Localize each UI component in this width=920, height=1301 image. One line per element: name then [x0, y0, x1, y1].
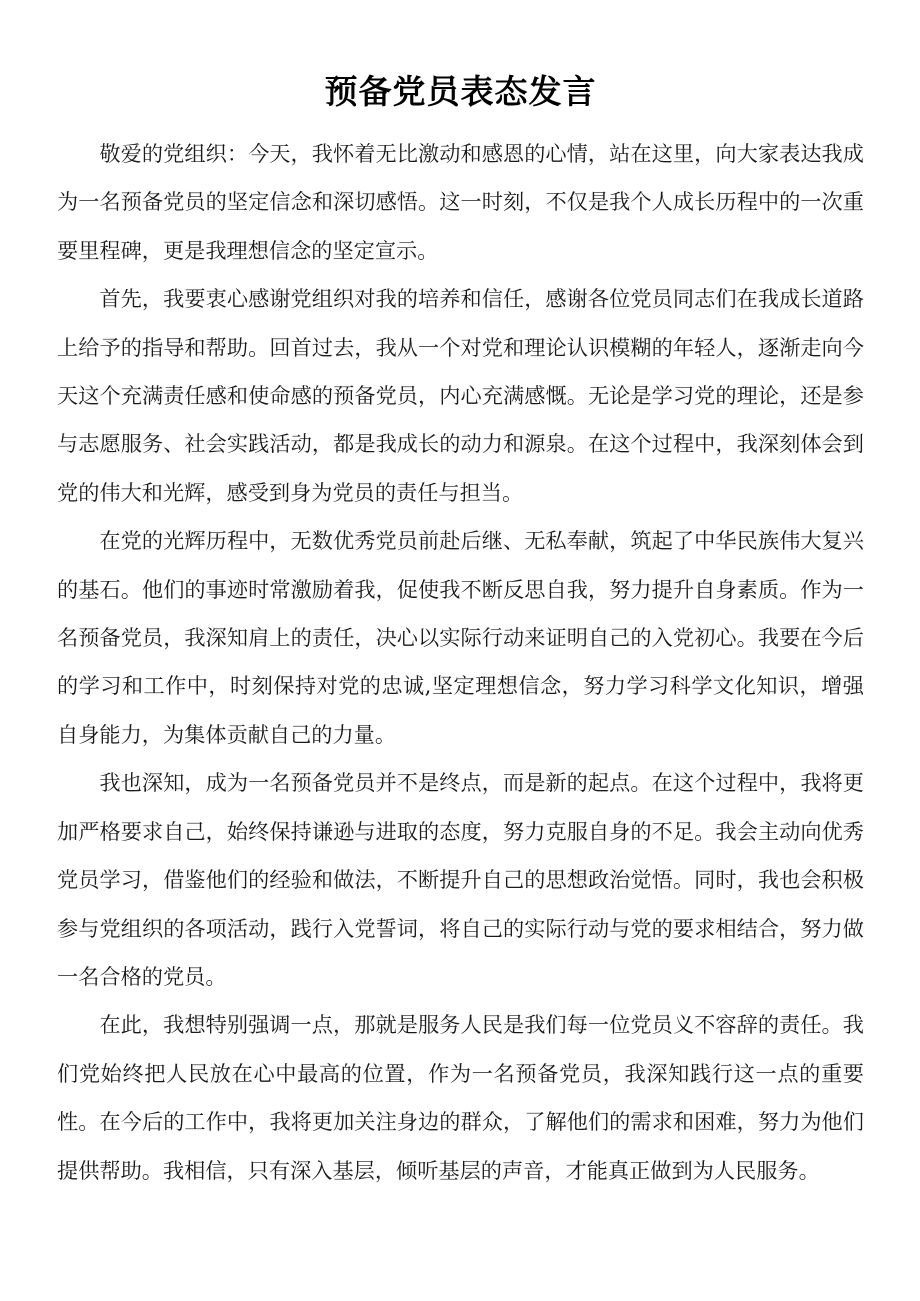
paragraph-3: 在党的光辉历程中，无数优秀党员前赴后继、无私奉献，筑起了中华民族伟大复兴的基石。他们的事迹时常激励着我，促使我不断反思自我，努力提升自身素质。作为一名预备党员，我深知肩上的责任，决心以实际行动来证明自己的入党初心。我要在今后的学习和工作中，时刻保持对党的忠诚,坚定理想信念，努力学习科学文化知识，增强自身能力，为集体贡献自己的力量。 [57, 528, 864, 747]
paragraph-4: 我也深知，成为一名预备党员并不是终点，而是新的起点。在这个过程中，我将更加严格要求自己，始终保持谦逊与进取的态度，努力克服自身的不足。我会主动向优秀党员学习，借鉴他们的经验和做法，不断提升自己的思想政治觉悟。同时，我也会积极参与党组织的各项活动，践行入党誓词，将自己的实际行动与党的要求相结合，努力做一名合格的党员。 [57, 770, 864, 989]
paragraph-2: 首先，我要衷心感谢党组织对我的培养和信任，感谢各位党员同志们在我成长道路上给予的指导和帮助。回首过去，我从一个对党和理论认识模糊的年轻人，逐渐走向今天这个充满责任感和使命感的预备党员，内心充满感慨。无论是学习党的理论，还是参与志愿服务、社会实践活动，都是我成长的动力和源泉。在这个过程中，我深刻体会到党的伟大和光辉，感受到身为党员的责任与担当。 [57, 286, 864, 505]
paragraph-1: 敬爱的党组织：今天，我怀着无比激动和感恩的心情，站在这里，向大家表达我成为一名预备党员的坚定信念和深切感悟。这一时刻，不仅是我个人成长历程中的一次重要里程碑，更是我理想信念的坚定宣示。 [57, 141, 864, 263]
paragraph-5: 在此，我想特别强调一点，那就是服务人民是我们每一位党员义不容辞的责任。我们党始终把人民放在心中最高的位置，作为一名预备党员，我深知践行这一点的重要性。在今后的工作中，我将更加关注身边的群众，了解他们的需求和困难，努力为他们提供帮助。我相信，只有深入基层，倾听基层的声音，才能真正做到为人民服务。 [57, 1012, 864, 1183]
document-title: 预备党员表态发言 [324, 72, 597, 111]
